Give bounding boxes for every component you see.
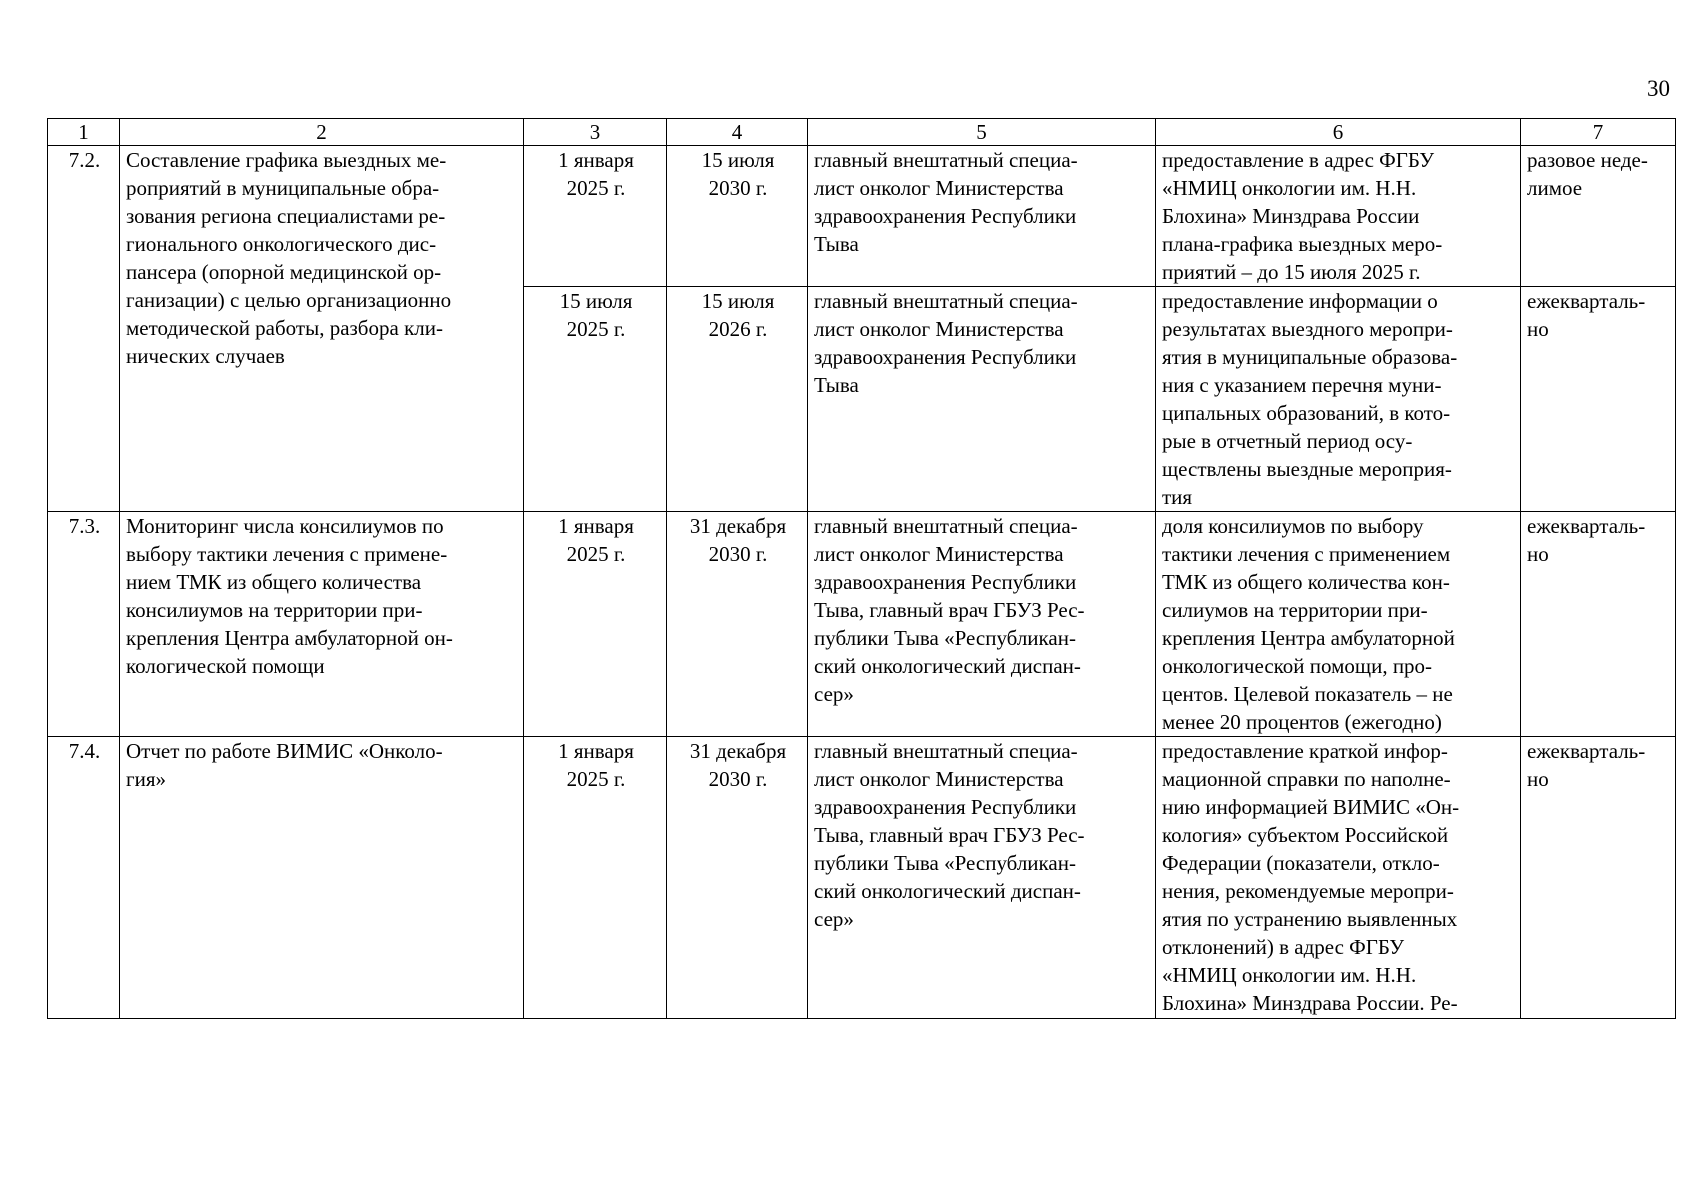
event-cell: Составление графика выездных ме- роприятий в муниципальные обра- зования региона специалистами ре- гионального онкологического дис- пансера (опорной медицинской ор- ганизации) с целью организационно методической работы, разбора кли- нических случаев — [120, 146, 524, 512]
header-row — [48, 119, 1676, 146]
table-row — [48, 737, 1676, 1019]
start-date-cell: 1 января 2025 г. — [524, 512, 667, 737]
column-header: 4 — [667, 119, 808, 146]
result-cell: доля консилиумов по выбору тактики лечения с применением ТМК из общего количества кон- силиумов на территории при- крепления Центра амбулаторной онкологической помощи, про- центов. Целевой показатель – не менее 20 процентов (ежегодно) — [1156, 512, 1521, 737]
result-cell: предоставление в адрес ФГБУ «НМИЦ онкологии им. Н.Н. Блохина» Минздрава России плана-графика выездных меро- приятий – до 15 июля 2025 г. — [1156, 146, 1521, 287]
column-header: 1 — [48, 119, 120, 146]
responsible-cell: главный внештатный специа- лист онколог Министерства здравоохранения Республики Тыва — [808, 287, 1156, 512]
item-number-cell: 7.2. — [48, 146, 120, 512]
end-date-cell: 31 декабря 2030 г. — [667, 512, 808, 737]
item-number-cell: 7.4. — [48, 737, 120, 1019]
result-cell: предоставление краткой инфор- мационной справки по наполне- нию информацией ВИМИС «Он- кология» субъектом Российской Федерации (показатели, откло- нения, рекомендуемые меропри- ятия по устранению выявленных отклонений) в адрес ФГБУ «НМИЦ онкологии им. Н.Н. Блохина» Минздрава России. Ре- — [1156, 737, 1521, 1019]
table-row — [48, 146, 1676, 287]
responsible-cell: главный внештатный специа- лист онколог Министерства здравоохранения Республики Тыва, главный врач ГБУЗ Рес- публики Тыва «Республикан- ский онкологический диспан- сер» — [808, 512, 1156, 737]
start-date-cell: 15 июля 2025 г. — [524, 287, 667, 512]
page-number: 30 — [1647, 76, 1670, 101]
end-date-cell: 15 июля 2030 г. — [667, 146, 808, 287]
frequency-cell: разовое неде- лимое — [1521, 146, 1676, 287]
event-cell: Мониторинг числа консилиумов по выбору тактики лечения с примене- нием ТМК из общего количества консилиумов на территории при- крепления Центра амбулаторной он- кологической помощи — [120, 512, 524, 737]
column-header: 7 — [1521, 119, 1676, 146]
column-header: 2 — [120, 119, 524, 146]
responsible-cell: главный внештатный специа- лист онколог Министерства здравоохранения Республики Тыва — [808, 146, 1156, 287]
column-header: 5 — [808, 119, 1156, 146]
responsible-cell: главный внештатный специа- лист онколог Министерства здравоохранения Республики Тыва, главный врач ГБУЗ Рес- публики Тыва «Республикан- ский онкологический диспан- сер» — [808, 737, 1156, 1019]
item-number-cell: 7.3. — [48, 512, 120, 737]
column-header: 3 — [524, 119, 667, 146]
column-header: 6 — [1156, 119, 1521, 146]
frequency-cell: ежекварталь- но — [1521, 287, 1676, 512]
result-cell: предоставление информации о результатах выездного меропри- ятия в муниципальные образова- ния с указанием перечня муни- ципальных образований, в кото- рые в отчетный период осу- ществлены выездные мероприя- тия — [1156, 287, 1521, 512]
end-date-cell: 15 июля 2026 г. — [667, 287, 808, 512]
end-date-cell: 31 декабря 2030 г. — [667, 737, 808, 1019]
table-row — [48, 512, 1676, 737]
event-cell: Отчет по работе ВИМИС «Онколо- гия» — [120, 737, 524, 1019]
start-date-cell: 1 января 2025 г. — [524, 737, 667, 1019]
start-date-cell: 1 января 2025 г. — [524, 146, 667, 287]
plan-table — [47, 118, 1676, 1019]
frequency-cell: ежекварталь- но — [1521, 737, 1676, 1019]
frequency-cell: ежекварталь- но — [1521, 512, 1676, 737]
